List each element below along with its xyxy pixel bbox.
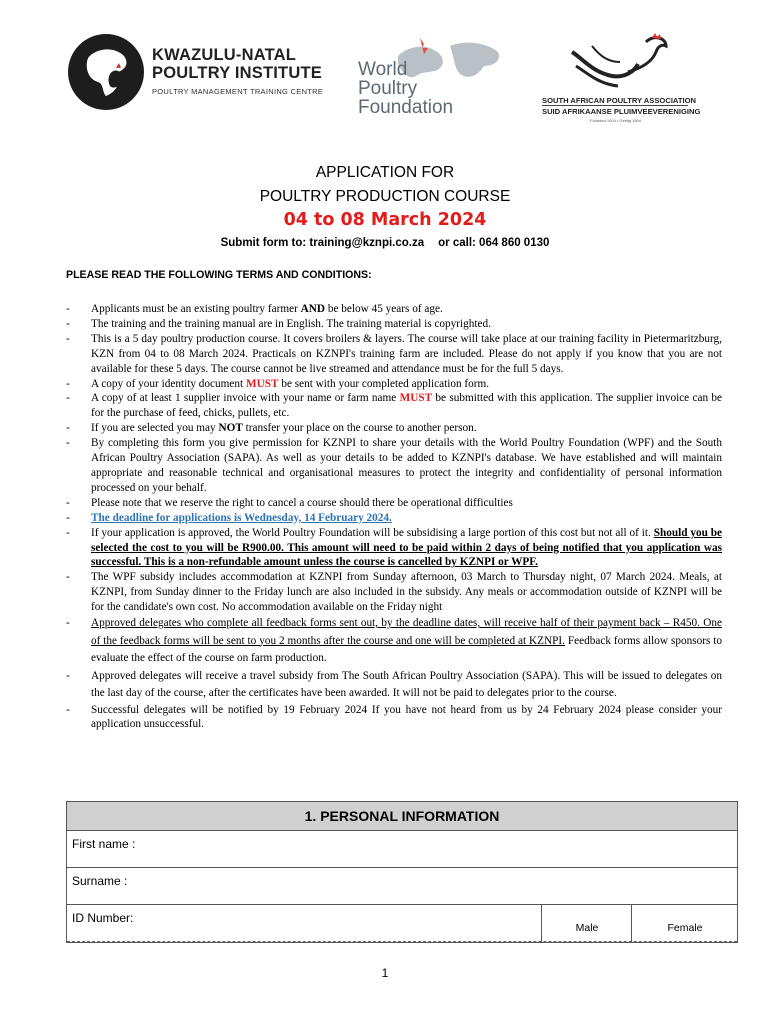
id-number-label: ID Number: — [72, 911, 134, 925]
id-number-row — [67, 905, 737, 942]
first-name-label: First name : — [72, 837, 136, 851]
list-item: - The deadline for applications is Wednesday, 14 February 2024. — [66, 511, 392, 524]
sapa-divider — [542, 105, 688, 106]
list-item: - If your application is approved, the World Poultry Foundation will be subsidising a large portion of this cost but not all of it. Should you be selected the cost to you will be R900.00. This amount will need to be paid within 2 days of being notified that you application was successful. This is a non-refundable amount unless the course is cancelled by KZNPI or WPF. — [66, 526, 722, 569]
wpf-wordmark — [358, 60, 453, 117]
list-item: - A copy of at least 1 supplier invoice with your name or farm name MUST be submitted with this application. The supplier invoice can be for the purchase of feed, chicks, pullets, etc. — [66, 392, 723, 420]
list-item: - The training and the training manual are in English. The training material is copyrighted. — [66, 317, 491, 330]
list-item: - Please note that we reserve the right to cancel a course should there be operational difficulties — [66, 496, 513, 509]
kznpi-logo — [66, 32, 326, 124]
sapa-founded: Founded 1904 • Gestig 1904 — [590, 118, 641, 123]
title-line2: POULTRY PRODUCTION COURSE — [259, 188, 511, 205]
list-item: - A copy of your identity document MUST be sent with your completed application form. — [66, 377, 490, 390]
kznpi-name-line2: POULTRY INSTITUTE — [152, 64, 322, 82]
kznpi-emblem-icon — [66, 32, 146, 112]
submit-instructions — [0, 237, 770, 249]
sapa-logo — [542, 28, 701, 128]
list-item: - Approved delegates who complete all feedback forms sent out, by the deadline dates, will receive half of their payment back – R450. One of the feedback forms will be sent to you 2 months after the course and one will be completed at KZNPI. Feedback forms allow sponsors to evaluate the effect of the course on farm production. — [66, 617, 722, 665]
wpf-line2: Poultry — [358, 78, 418, 99]
list-item: - By completing this form you give permission for KZNPI to share your details with the World Poultry Foundation (WPF) and the South African Poultry Association (SAPA). As well as your details to be added to KZNPI's database. We have established and will maintain appropriate and reasonable technical and organisational measures to protect the integrity and confidentiality of personal information processed on your behalf. — [66, 437, 722, 494]
course-dates: 04 to 08 March 2024 — [283, 210, 487, 230]
list-item: - The WPF subsidy includes accommodation at KZNPI from Sunday afternoon, 03 March to Thursday night, 07 March 2024. Meals, at KZNPI, from Sunday dinner to the Friday lunch are also included in the subsidy. Any meals or accommodation outside of KZNPI will be for the candidate's own cost. No accommodation available on the Friday night — [66, 571, 722, 614]
section-title: 1. PERSONAL INFORMATION — [67, 802, 737, 831]
female-option[interactable]: Female — [631, 905, 738, 942]
list-item: - Approved delegates will receive a travel subsidy from The South African Poultry Association (SAPA). This will be issued to delegates on the last day of the course, after the certificates have been awarded. It will not be paid to delegates prior to the course. — [66, 669, 722, 700]
page-number: 1 — [381, 966, 389, 980]
wpf-logo — [354, 36, 514, 126]
kznpi-name-line1: KWAZULU-NATAL — [152, 46, 297, 64]
submit-email[interactable]: Submit form to: training@kznpi.co.za — [220, 237, 425, 249]
deadline-link[interactable]: The deadline for applications is Wednesday, 14 February 2024. — [91, 511, 392, 524]
terms-list — [66, 302, 722, 732]
wpf-line1: World — [358, 59, 408, 80]
list-item: - Applicants must be an existing poultry farmer AND be below 45 years of age. — [66, 303, 443, 315]
first-name-field[interactable] — [67, 831, 737, 868]
wpf-line3: Foundation — [358, 97, 454, 118]
male-option[interactable]: Male — [541, 905, 632, 942]
list-item: - If you are selected you may NOT transfer your place on the course to another person. — [66, 422, 477, 435]
kznpi-name — [152, 46, 322, 82]
list-item: - Successful delegates will be notified by 19 February 2024 If you have not heard from us by 24 February 2024 please consider your application unsuccessful. — [66, 703, 722, 731]
personal-info-form — [66, 801, 738, 943]
header-logos — [66, 28, 701, 128]
list-item: - This is a 5 day poultry production course. It covers broilers & layers. The course will take place at our training facility in Pietermaritzburg, KZN from 04 to 08 March 2024. Practicals on KZNPI's training farm are included. Please do not apply if you know that you are not available for these 5 days. The course cannot be live streamed and attendance must be for the full 5 days. — [66, 332, 722, 375]
terms-heading: PLEASE READ THE FOLLOWING TERMS AND CONDITIONS: — [66, 269, 372, 281]
kznpi-subtitle: POULTRY MANAGEMENT TRAINING CENTRE — [152, 87, 324, 96]
dotted-divider — [67, 941, 737, 942]
surname-field[interactable] — [67, 868, 737, 905]
submit-phone: or call: 064 860 0130 — [438, 237, 550, 249]
rooster-icon — [562, 32, 672, 94]
sapa-name-en: SOUTH AFRICAN POULTRY ASSOCIATION — [542, 96, 696, 105]
title-line1: APPLICATION FOR — [315, 164, 455, 181]
surname-label: Surname : — [72, 874, 128, 888]
sapa-name-af: SUID AFRIKAANSE PLUIMVEEVERENIGING — [542, 107, 701, 116]
